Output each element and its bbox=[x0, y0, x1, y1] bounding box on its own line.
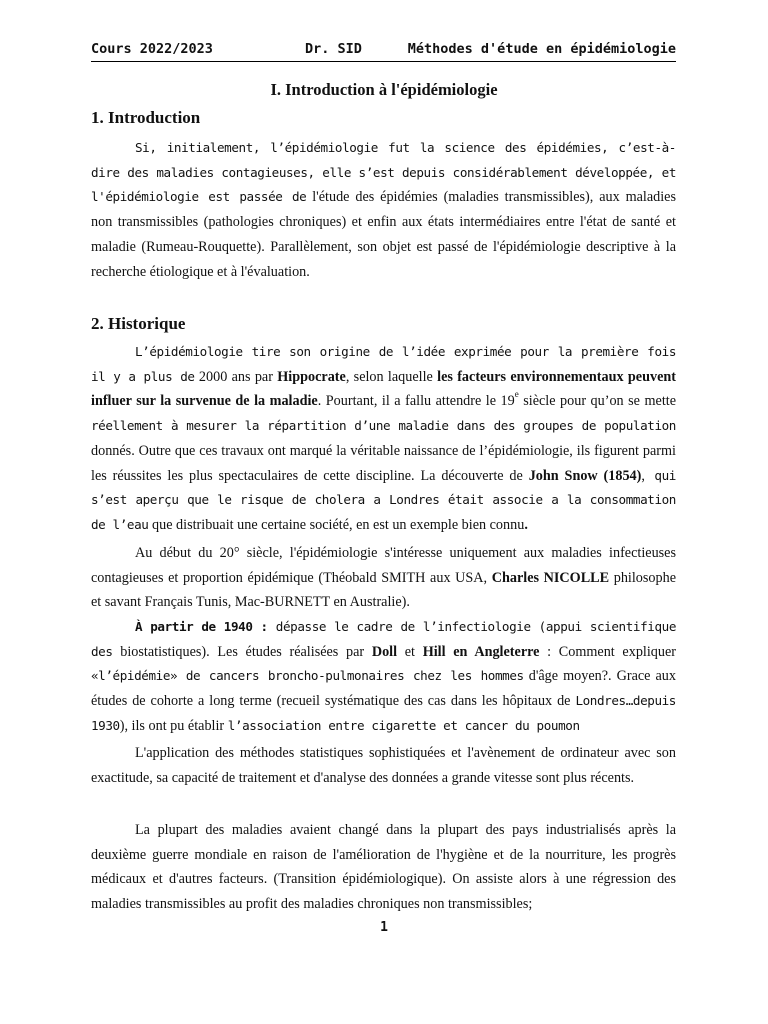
hist3-e: «l’épidémie» de cancers broncho-pulmonaires chez les hommes bbox=[91, 668, 524, 684]
hist1-snow: John Snow (1854) bbox=[528, 467, 642, 484]
section-heading-historique: 2. Historique bbox=[91, 314, 186, 333]
paragraph-historique-3 bbox=[91, 615, 676, 739]
header-subject: Méthodes d'étude en épidémiologie bbox=[407, 41, 676, 57]
hist1-d: . Pourtant, il a fallu attendre le 19 bbox=[317, 393, 515, 410]
hist1-hippocrate: Hippocrate bbox=[277, 368, 346, 385]
hist3-c: et bbox=[397, 643, 423, 660]
hist3-f: d'âge moyen?. Grace aux études de cohorte a long terme (recueil systématique des cas dans les hôpitaux de bbox=[91, 668, 676, 710]
intro-text-b: l'étude des épidémies (maladies transmissibles), aux maladies non transmissibles (pathologies chroniques) et enfin aux états intermédiaires entre l'état de santé et maladie (Rumeau-Rouquette). Parallèlement, son objet est passé de l'épidémiologie descriptive à la recherche étiologique et à l'évaluation. bbox=[91, 189, 676, 280]
running-header bbox=[91, 41, 676, 62]
hist1-j: que distribuait une certaine société, en est un exemple bien connu bbox=[148, 516, 525, 533]
hist3-h: ), ils ont pu établir bbox=[119, 717, 228, 734]
paragraph-historique-5: La plupart des maladies avaient changé dans la plupart des pays industrialisés après la deuxième guerre mondiale en raison de l'amélioration de l'hygiène et de la nourriture, les progrès médicaux et d'autres facteurs. (Transition épidémiologique). On assiste alors à une régression des maladies transmissibles au profit des maladies chroniques non transmissibles; bbox=[91, 822, 676, 913]
hist1-k: . bbox=[524, 516, 528, 533]
hist3-bold: À partir de 1940 : bbox=[135, 619, 268, 634]
paragraph-introduction bbox=[91, 136, 676, 284]
paragraph-historique-1 bbox=[91, 340, 676, 538]
hist3-doll: Doll bbox=[371, 643, 398, 660]
hist3-g: Londres…depuis 1930 bbox=[91, 693, 676, 733]
hist1-g: donnés. Outre que ces travaux ont marqué la véritable naissance de l’épidémiologie, ils figurent parmi les réussites les plus spectaculaires de cette discipline. La découverte de bbox=[91, 442, 676, 484]
paragraph-historique-4: L'application des méthodes statistiques sophistiquées et l'avènement de ordinateur avec son exactitude, sa capacité de traitement et d'analyse des données a grande vitesse sont plus récents. bbox=[91, 745, 676, 786]
page-number: 1 bbox=[380, 920, 388, 935]
hist3-hill: Hill en Angleterre bbox=[422, 643, 540, 660]
hist1-f: réellement à mesurer la répartition d’une maladie dans des groupes de population bbox=[91, 418, 676, 434]
paragraph-historique-2 bbox=[91, 541, 676, 615]
intro-text-a: Si, initialement, l’épidémiologie fut la science des épidémies, c’est-à-dire des maladies contagieuses, elle s’est depuis considérablement développée, et l'épidémiologie est passée de bbox=[91, 140, 676, 205]
hist1-i: qui s’est aperçu que le risque de cholera a Londres était associe a la consommation de l’eau bbox=[91, 467, 676, 532]
hist1-h: , bbox=[641, 467, 645, 484]
section-heading-introduction: 1. Introduction bbox=[91, 108, 201, 127]
hist1-a: L’épidémiologie tire son origine de l’idée exprimée pour la première fois il y a plus de bbox=[91, 344, 676, 384]
hist1-c: , selon laquelle bbox=[345, 368, 438, 385]
hist2-nicolle: Charles NICOLLE bbox=[491, 569, 610, 586]
page-title: I. Introduction à l'épidémiologie bbox=[270, 80, 498, 99]
hist2-a: Au début du 20° siècle, l'épidémiologie s'intéresse uniquement aux maladies infectieuses contagieuses et proportion épidémique (Théobald SMITH aux USA, bbox=[91, 545, 676, 586]
hist1-bold: les facteurs environnementaux peuvent influer sur la survenue de la maladie bbox=[91, 368, 676, 410]
hist1-e: siècle pour qu’on se mette bbox=[518, 393, 676, 410]
hist1-b: 2000 ans par bbox=[194, 368, 278, 385]
hist2-b: philosophe et savant Français Tunis, Mac-BURNETT en Australie). bbox=[91, 569, 676, 611]
hist3-a: dépasse le cadre de l’infectiologie (appui scientifique des bbox=[91, 619, 677, 659]
header-author: Dr. SID bbox=[305, 41, 362, 57]
hist1-sup: e bbox=[514, 389, 519, 400]
header-course: Cours 2022/2023 bbox=[91, 41, 213, 57]
hist3-i: l’association entre cigarette et cancer du poumon bbox=[227, 717, 580, 733]
hist3-b: biostatistiques). Les études réalisées par bbox=[112, 643, 372, 660]
hist3-d: : Comment expliquer bbox=[539, 643, 677, 660]
